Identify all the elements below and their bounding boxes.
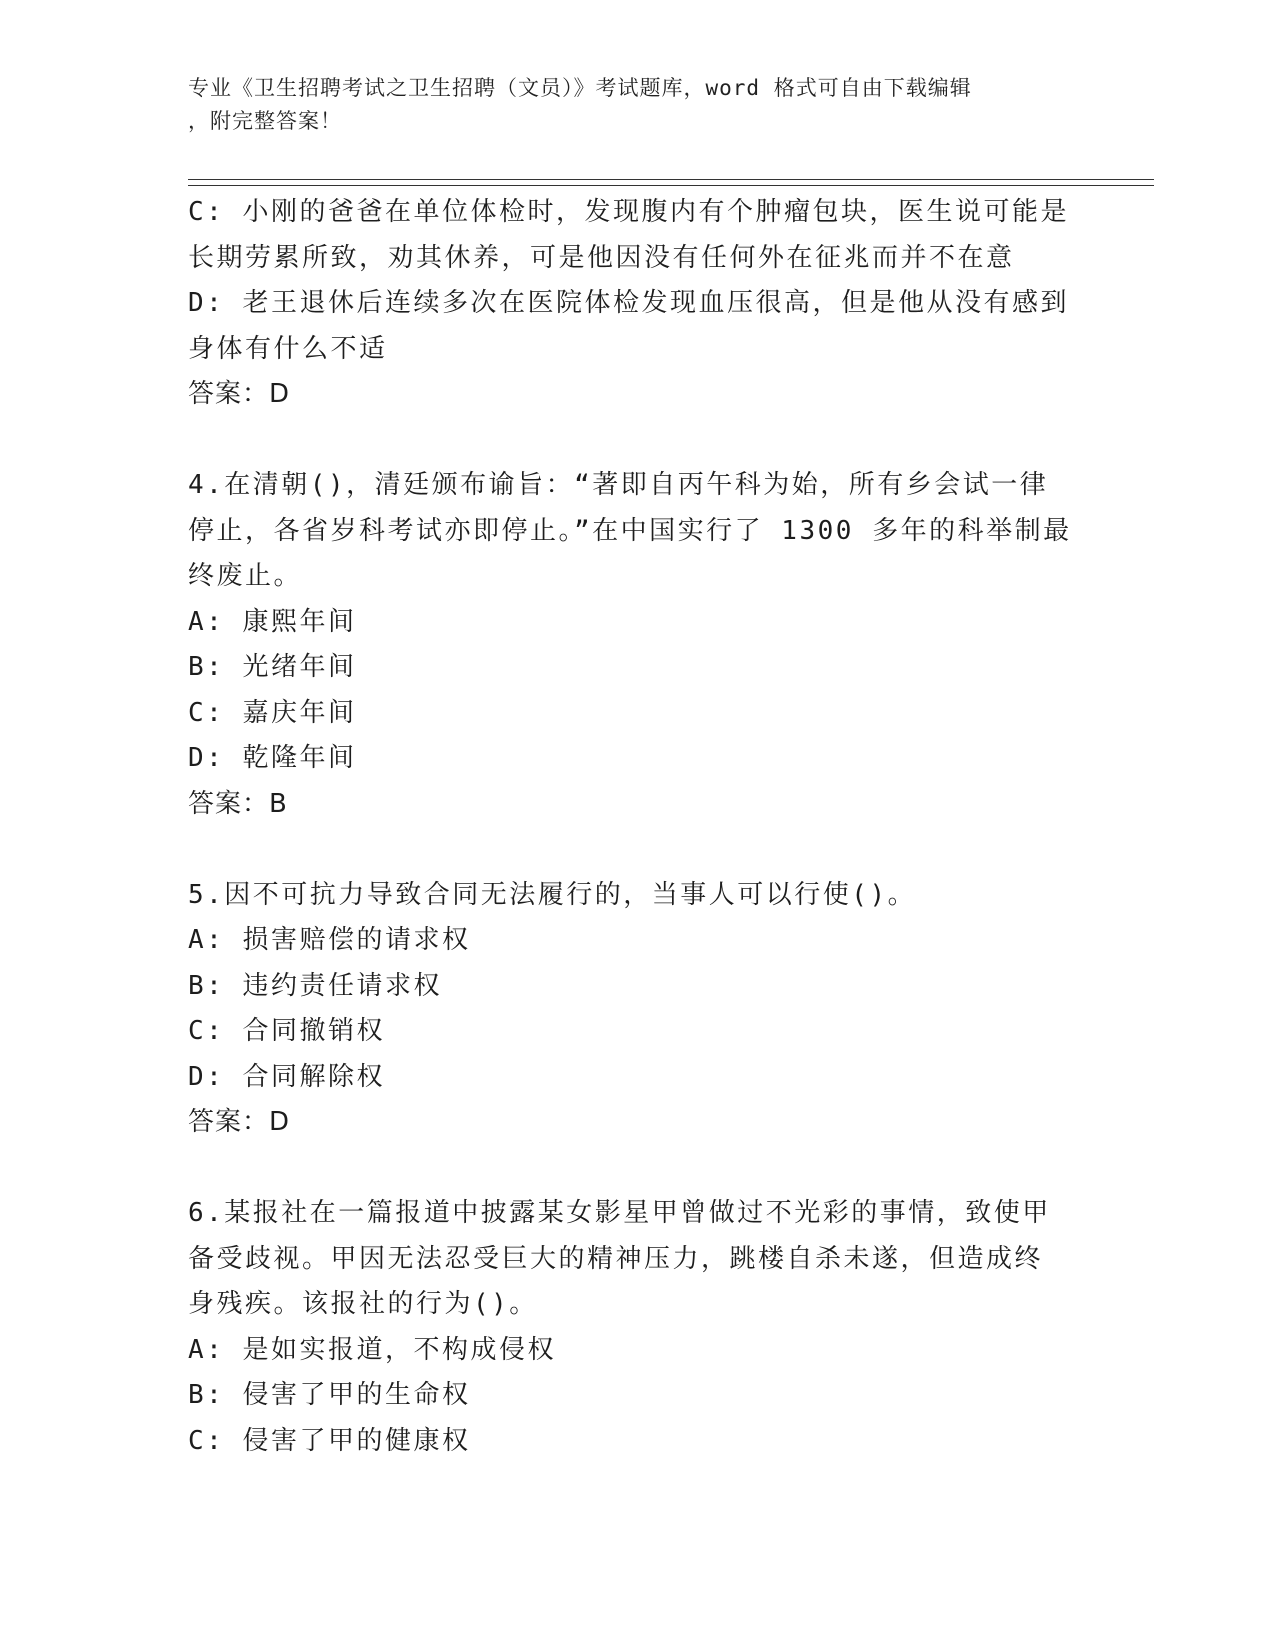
- question-4: [188, 463, 1088, 827]
- option-c-line-1: C: 小刚的爸爸在单位体检时，发现腹内有个肿瘤包块，医生说可能是: [188, 197, 1069, 227]
- option-b: B: 违约责任请求权: [188, 970, 442, 1001]
- option-a: A: 损害赔偿的请求权: [188, 925, 471, 955]
- option-d: D: 合同解除权: [188, 1061, 385, 1092]
- option-d-line-2: 身体有什么不适: [188, 333, 388, 364]
- question-stem-line-3: 终废止。: [188, 561, 303, 591]
- answer-label: 答案：D: [188, 1107, 291, 1137]
- question-6: [188, 1191, 1088, 1464]
- option-b: B: 光绪年间: [188, 652, 357, 682]
- document-header: [188, 72, 1088, 138]
- spacer: [188, 418, 1088, 464]
- question-stem-line-1: 6.某报社在一篇报道中披露某女影星甲曾做过不光彩的事情，致使甲: [188, 1198, 1051, 1228]
- question-stem-line-2: 停止，各省岁科考试亦即停止。”在中国实行了 1300 多年的科举制最: [188, 515, 1072, 546]
- option-a: A: 康熙年间: [188, 606, 357, 637]
- question-stem-line-3: 身残疾。该报社的行为()。: [188, 1289, 538, 1319]
- option-b: B: 侵害了甲的生命权: [188, 1380, 471, 1410]
- spacer: [188, 1146, 1088, 1192]
- option-c: C: 嘉庆年间: [188, 697, 357, 728]
- question-3-tail: [188, 190, 1088, 418]
- header-divider-top: [188, 179, 1154, 180]
- option-a: A: 是如实报道，不构成侵权: [188, 1334, 556, 1365]
- header-line-2: ，附完整答案！: [188, 109, 342, 133]
- question-stem-line-1: 4.在清朝()，清廷颁布谕旨：“著即自丙午科为始，所有乡会试一律: [188, 470, 1049, 500]
- question-stem-line-1: 5.因不可抗力导致合同无法履行的，当事人可以行使()。: [188, 879, 917, 910]
- header-divider-bottom: [188, 185, 1154, 186]
- spacer: [188, 827, 1088, 873]
- question-content: [188, 190, 1088, 1464]
- option-c: C: 侵害了甲的健康权: [188, 1425, 471, 1456]
- option-d-line-1: D: 老王退休后连续多次在医院体检发现血压很高，但是他从没有感到: [188, 288, 1069, 318]
- option-d: D: 乾隆年间: [188, 743, 357, 773]
- answer-label: 答案：D: [188, 379, 291, 409]
- question-5: [188, 873, 1088, 1146]
- option-c: C: 合同撤销权: [188, 1016, 385, 1046]
- header-line-1: 专业《卫生招聘考试之卫生招聘（文员）》考试题库，word 格式可自由下载编辑: [188, 76, 972, 100]
- answer-label: 答案：B: [188, 788, 288, 819]
- option-c-line-2: 长期劳累所致，劝其休养，可是他因没有任何外在征兆而并不在意: [188, 242, 1015, 273]
- question-stem-line-2: 备受歧视。甲因无法忍受巨大的精神压力，跳楼自杀未遂，但造成终: [188, 1243, 1044, 1274]
